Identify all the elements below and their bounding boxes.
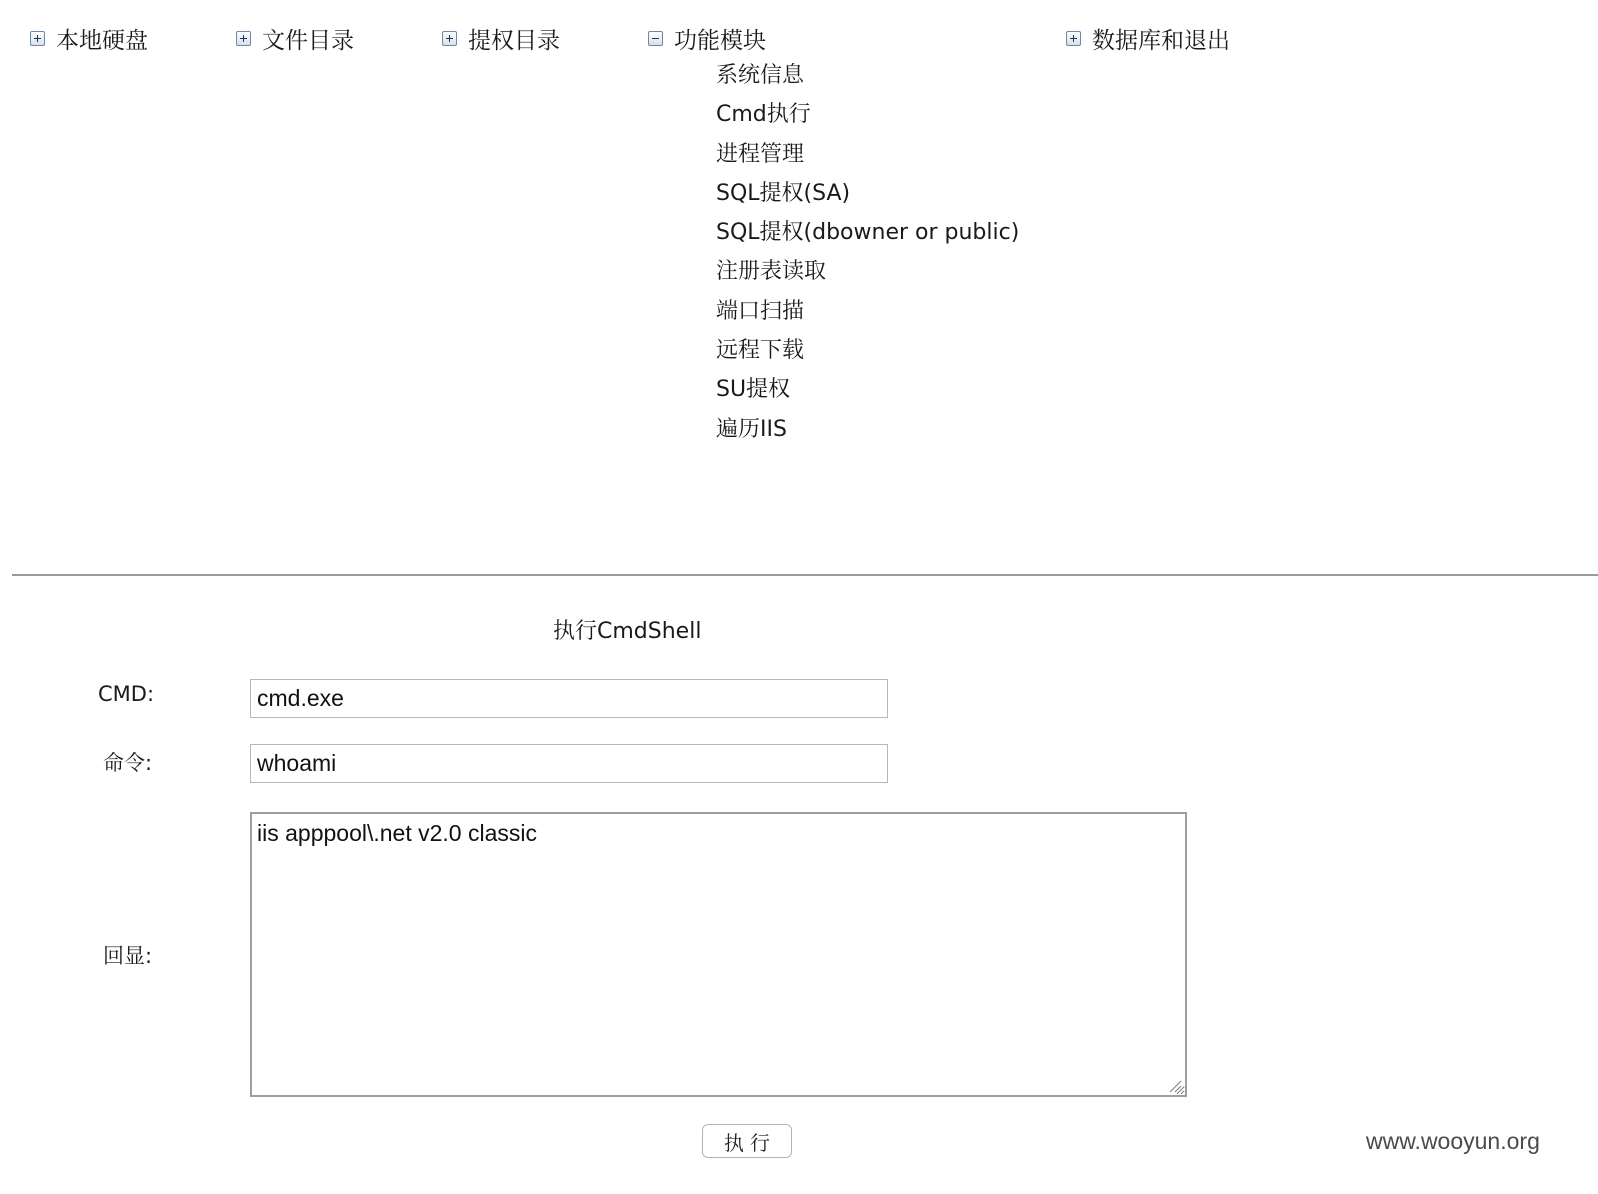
submenu-item-iterate-iis[interactable]: 遍历IIS: [716, 416, 787, 442]
menu-database-exit[interactable]: [1066, 22, 1230, 55]
expand-plus-icon[interactable]: [236, 31, 251, 46]
submenu-item-system-info[interactable]: 系统信息: [716, 63, 805, 88]
output-textarea[interactable]: [250, 812, 1187, 1097]
cmd-input[interactable]: [250, 679, 888, 718]
menu-label: 数据库和退出: [1092, 28, 1230, 54]
submenu-item-sql-dbowner[interactable]: SQL提权(dbowner or public): [716, 220, 1020, 246]
menu-file-directory[interactable]: [236, 22, 354, 55]
submenu-item-cmd-exec[interactable]: Cmd执行: [716, 102, 811, 128]
output-label: 回显:: [103, 944, 153, 968]
menu-label: 本地硬盘: [56, 28, 148, 54]
submenu-item-remote-download[interactable]: 远程下载: [716, 338, 805, 364]
menu-local-disk[interactable]: [30, 22, 148, 55]
watermark: www.wooyun.org: [1366, 1128, 1540, 1154]
cmd-label: CMD:: [98, 682, 155, 706]
divider: [12, 574, 1598, 576]
collapse-minus-icon[interactable]: [648, 31, 663, 46]
command-input[interactable]: [250, 744, 888, 783]
submenu-item-port-scan[interactable]: 端口扫描: [716, 298, 805, 324]
menu-label: 文件目录: [262, 28, 354, 54]
expand-plus-icon[interactable]: [30, 31, 45, 46]
menu-label: 提权目录: [468, 28, 560, 54]
submenu-item-process-manager[interactable]: 进程管理: [716, 141, 805, 167]
command-label: 命令:: [103, 751, 153, 775]
function-submenu: [716, 60, 1019, 453]
menu-privilege-directory[interactable]: [442, 22, 560, 55]
resize-grip-icon[interactable]: [1168, 1079, 1182, 1093]
submenu-item-sql-sa[interactable]: SQL提权(SA): [716, 180, 851, 206]
expand-plus-icon[interactable]: [1066, 31, 1081, 46]
submenu-item-registry-read[interactable]: 注册表读取: [716, 259, 827, 285]
section-title: 执行CmdShell: [553, 619, 702, 644]
execute-button[interactable]: 执行: [702, 1124, 792, 1158]
submenu-item-su-privilege[interactable]: SU提权: [716, 377, 791, 403]
menu-function-modules[interactable]: [648, 22, 766, 55]
menu-label: 功能模块: [674, 28, 766, 54]
expand-plus-icon[interactable]: [442, 31, 457, 46]
